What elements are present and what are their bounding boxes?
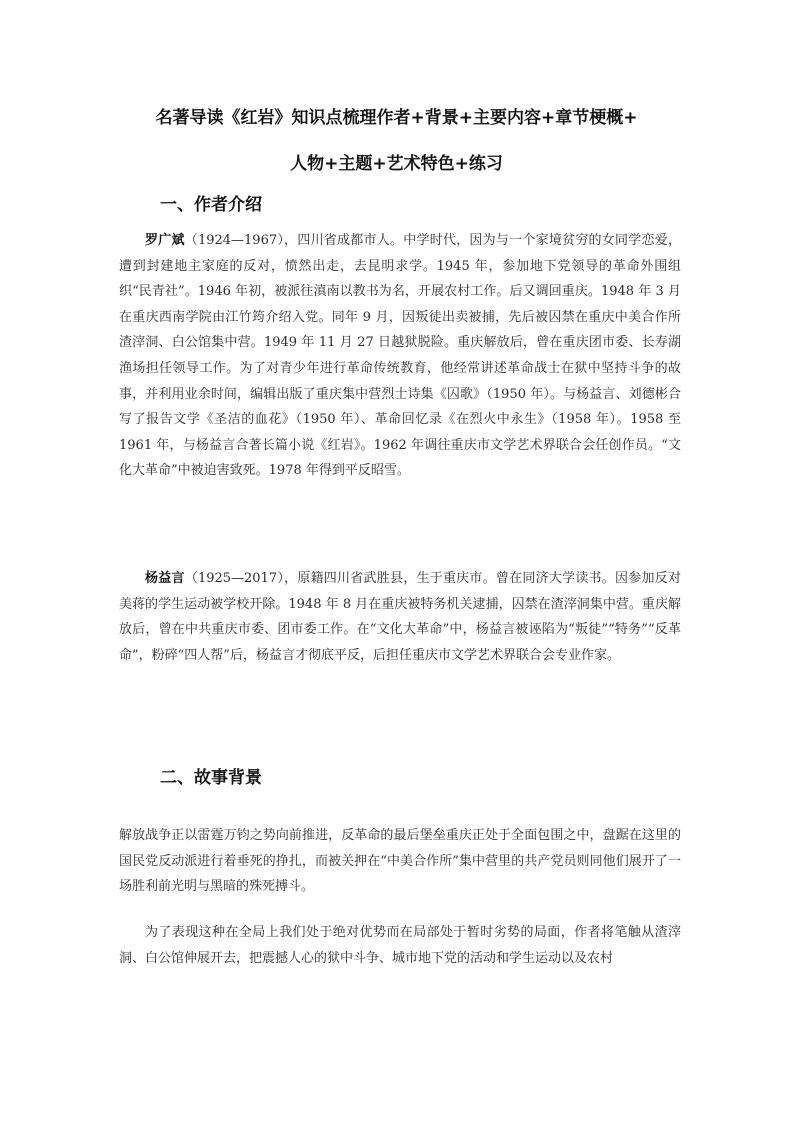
author-bio-luo-guangbin: （1924—1967），四川省成都市人。中学时代，因为与一个家境贫穷的女同学恋爱，遭到封建地主家庭的反对，愤然出走，去昆明求学。1945 年，参加地下党领导的革命外围组织“民青社”。1946 年初，被派往滇南以教书为名，开展农村工作。后又调回重庆。1948 年 3 月在重庆西南学院由江竹筠介绍入党。同年 9 月，因叛徒出卖被捕，先后被囚禁在重庆中美合作所渣滓洞、白公馆集中营。1949 年 11 月 27 日越狱脱险。重庆解放后，曾在重庆团市委、长寿湖渔场担任领导工作。为了对青少年进行革命传统教育，他经常讲述革命战士在狱中坚持斗争的故事，并利用业余时间，编辑出版了重庆集中营烈士诗集《囚歌》（1950 年）。与杨益言、刘德彬合写了报告文学《圣洁的血花》（1950 年）、革命回忆录《在烈火中永生》（1958 年）。1958 至 1961 年，与杨益言合著长篇小说《红岩》。1962 年调往重庆市文学艺术界联合会任创作员。“文化大革命”中被迫害致死。1978 年得到平反昭雪。 (119, 233, 681, 479)
author-bio-yang-yiyan: （1925—2017），原籍四川省武胜县，生于重庆市。曾在同济大学读书。因参加反对美蒋的学生运动被学校开除。1948 年 8 月在重庆被特务机关逮捕，囚禁在渣滓洞集中营。重庆解放后，曾在中共重庆市委、团市委工作。在“文化大革命”中，杨益言被诬陷为“叛徒”“特务”“反革命”，粉碎“四人帮”后，杨益言才彻底平反，后担任重庆市文学艺术界联合会专业作家。 (119, 571, 681, 663)
section-heading-story-background: 二、故事背景 (160, 768, 262, 788)
document-title-line-1: 名著导读《红岩》知识点梳理作者+背景+主要内容+章节梗概+ (155, 108, 638, 128)
author-paragraph-yang-yiyan (119, 566, 681, 668)
author-paragraph-luo-guangbin (119, 228, 681, 484)
section-heading-author-intro: 一、作者介绍 (160, 195, 262, 215)
background-text-2: 为了表现这种在全局上我们处于绝对优势而在局部处于暂时劣势的局面，作者将笔触从渣滓洞、白公馆伸展开去，把震撼人心的狱中斗争、城市地下党的活动和学生运动以及农村 (119, 925, 681, 966)
document-title-line-2: 人物+主题+艺术特色+练习 (290, 154, 503, 174)
background-paragraph-1 (119, 823, 681, 900)
author-name-yang-yiyan: 杨益言 (145, 571, 185, 586)
background-text-1: 解放战争正以雷霆万钧之势向前推进，反革命的最后堡垒重庆正处于全面包围之中，盘踞在这里的国民党反动派进行着垂死的挣扎，而被关押在“中美合作所”集中营里的共产党员则同他们展开了一场胜利前光明与黑暗的殊死搏斗。 (119, 828, 681, 895)
author-name-luo-guangbin: 罗广斌 (145, 233, 185, 248)
background-paragraph-2 (119, 920, 681, 971)
